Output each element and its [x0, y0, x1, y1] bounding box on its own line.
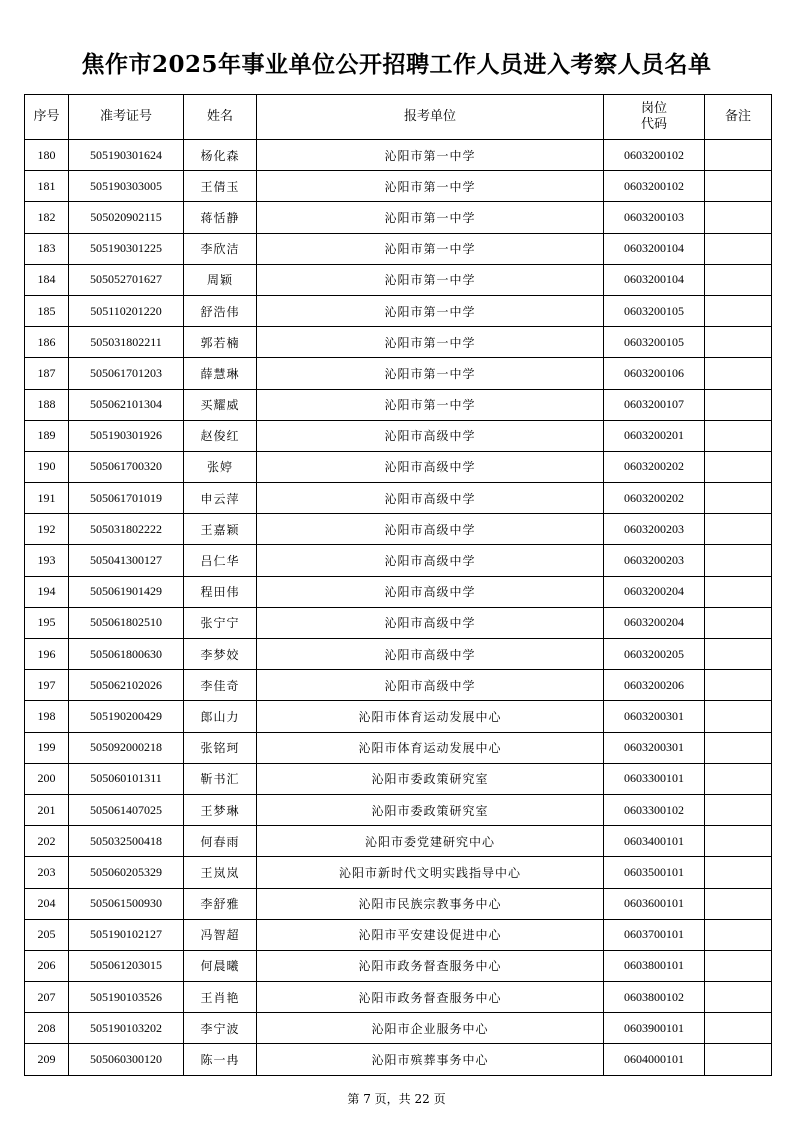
- cell-exam-id: 505062102026: [69, 670, 184, 701]
- cell-remark: [705, 514, 772, 545]
- cell-unit: 沁阳市高级中学: [257, 639, 604, 670]
- cell-seq: 205: [25, 919, 69, 950]
- cell-remark: [705, 919, 772, 950]
- cell-remark: [705, 327, 772, 358]
- cell-seq: 189: [25, 420, 69, 451]
- cell-name: 张宁宁: [184, 607, 257, 638]
- cell-name: 王肖艳: [184, 982, 257, 1013]
- cell-post-code: 0603200202: [604, 451, 705, 482]
- cell-exam-id: 505061701019: [69, 483, 184, 514]
- cell-name: 杨化森: [184, 140, 257, 171]
- cell-unit: 沁阳市第一中学: [257, 171, 604, 202]
- table-row: [25, 140, 772, 171]
- cell-post-code: 0603200201: [604, 420, 705, 451]
- cell-exam-id: 505061701203: [69, 358, 184, 389]
- cell-exam-id: 505190103202: [69, 1013, 184, 1044]
- cell-name: 王梦琳: [184, 794, 257, 825]
- table-row: [25, 514, 772, 545]
- table-row: [25, 202, 772, 233]
- cell-name: 周颖: [184, 264, 257, 295]
- cell-seq: 200: [25, 763, 69, 794]
- cell-remark: [705, 670, 772, 701]
- cell-unit: 沁阳市第一中学: [257, 140, 604, 171]
- table-row: [25, 888, 772, 919]
- table-row: [25, 919, 772, 950]
- cell-name: 何春雨: [184, 826, 257, 857]
- table-row: [25, 264, 772, 295]
- cell-unit: 沁阳市政务督查服务中心: [257, 982, 604, 1013]
- table-row: [25, 358, 772, 389]
- cell-remark: [705, 483, 772, 514]
- cell-seq: 208: [25, 1013, 69, 1044]
- cell-unit: 沁阳市体育运动发展中心: [257, 732, 604, 763]
- cell-seq: 193: [25, 545, 69, 576]
- cell-seq: 197: [25, 670, 69, 701]
- cell-unit: 沁阳市民族宗教事务中心: [257, 888, 604, 919]
- cell-unit: 沁阳市企业服务中心: [257, 1013, 604, 1044]
- cell-seq: 195: [25, 607, 69, 638]
- cell-exam-id: 505061901429: [69, 576, 184, 607]
- cell-post-code: 0603900101: [604, 1013, 705, 1044]
- cell-remark: [705, 545, 772, 576]
- cell-exam-id: 505020902115: [69, 202, 184, 233]
- table-row: [25, 794, 772, 825]
- cell-unit: 沁阳市高级中学: [257, 420, 604, 451]
- cell-seq: 206: [25, 950, 69, 981]
- cell-exam-id: 505190303005: [69, 171, 184, 202]
- cell-post-code: 0603200102: [604, 140, 705, 171]
- cell-exam-id: 505061500930: [69, 888, 184, 919]
- cell-unit: 沁阳市高级中学: [257, 576, 604, 607]
- header-post-code-line2: 代码: [640, 117, 667, 132]
- cell-unit: 沁阳市新时代文明实践指导中心: [257, 857, 604, 888]
- table-row: [25, 826, 772, 857]
- table-row: [25, 950, 772, 981]
- cell-post-code: 0603200203: [604, 514, 705, 545]
- cell-exam-id: 505031802222: [69, 514, 184, 545]
- cell-seq: 190: [25, 451, 69, 482]
- cell-unit: 沁阳市委党建研究中心: [257, 826, 604, 857]
- cell-exam-id: 505110201220: [69, 295, 184, 326]
- cell-seq: 194: [25, 576, 69, 607]
- cell-seq: 191: [25, 483, 69, 514]
- cell-exam-id: 505061800630: [69, 639, 184, 670]
- cell-seq: 182: [25, 202, 69, 233]
- cell-post-code: 0603200205: [604, 639, 705, 670]
- cell-unit: 沁阳市高级中学: [257, 607, 604, 638]
- cell-post-code: 0603200202: [604, 483, 705, 514]
- cell-name: 程田伟: [184, 576, 257, 607]
- cell-name: 李梦姣: [184, 639, 257, 670]
- cell-unit: 沁阳市委政策研究室: [257, 794, 604, 825]
- document-title: 焦作市2025年事业单位公开招聘工作人员进入考察人员名单: [81, 51, 712, 78]
- table-header-row: [25, 95, 772, 140]
- cell-exam-id: 505061407025: [69, 794, 184, 825]
- cell-seq: 209: [25, 1044, 69, 1075]
- cell-post-code: 0603200103: [604, 202, 705, 233]
- cell-post-code: 0603800102: [604, 982, 705, 1013]
- cell-unit: 沁阳市第一中学: [257, 233, 604, 264]
- cell-name: 陈一冉: [184, 1044, 257, 1075]
- table-row: [25, 670, 772, 701]
- cell-exam-id: 505032500418: [69, 826, 184, 857]
- cell-name: 李欣洁: [184, 233, 257, 264]
- cell-seq: 181: [25, 171, 69, 202]
- cell-exam-id: 505062101304: [69, 389, 184, 420]
- cell-name: 买耀威: [184, 389, 257, 420]
- page-footer: 第 7 页，共 22 页: [347, 1092, 446, 1106]
- cell-name: 郭若楠: [184, 327, 257, 358]
- cell-remark: [705, 358, 772, 389]
- cell-unit: 沁阳市高级中学: [257, 545, 604, 576]
- cell-remark: [705, 576, 772, 607]
- table-row: [25, 576, 772, 607]
- cell-remark: [705, 826, 772, 857]
- cell-seq: 183: [25, 233, 69, 264]
- table-row: [25, 389, 772, 420]
- cell-remark: [705, 264, 772, 295]
- cell-exam-id: 505061203015: [69, 950, 184, 981]
- cell-remark: [705, 732, 772, 763]
- cell-seq: 185: [25, 295, 69, 326]
- cell-exam-id: 505060205329: [69, 857, 184, 888]
- cell-exam-id: 505190200429: [69, 701, 184, 732]
- cell-post-code: 0603200204: [604, 607, 705, 638]
- cell-unit: 沁阳市殡葬事务中心: [257, 1044, 604, 1075]
- cell-seq: 202: [25, 826, 69, 857]
- cell-post-code: 0603800101: [604, 950, 705, 981]
- table-row: [25, 420, 772, 451]
- header-exam-id: 准考证号: [69, 95, 184, 140]
- cell-remark: [705, 763, 772, 794]
- table-body: [25, 140, 772, 1076]
- cell-remark: [705, 794, 772, 825]
- cell-exam-id: 505060300120: [69, 1044, 184, 1075]
- cell-remark: [705, 202, 772, 233]
- header-remark: 备注: [705, 95, 772, 140]
- cell-unit: 沁阳市平安建设促进中心: [257, 919, 604, 950]
- cell-unit: 沁阳市体育运动发展中心: [257, 701, 604, 732]
- table-row: [25, 451, 772, 482]
- cell-name: 薛慧琳: [184, 358, 257, 389]
- cell-exam-id: 505061802510: [69, 607, 184, 638]
- cell-exam-id: 505092000218: [69, 732, 184, 763]
- cell-post-code: 0603200105: [604, 295, 705, 326]
- cell-unit: 沁阳市第一中学: [257, 389, 604, 420]
- table-row: [25, 295, 772, 326]
- cell-remark: [705, 639, 772, 670]
- header-unit: 报考单位: [257, 95, 604, 140]
- cell-remark: [705, 607, 772, 638]
- cell-post-code: 0603200104: [604, 264, 705, 295]
- cell-post-code: 0603600101: [604, 888, 705, 919]
- cell-post-code: 0603300101: [604, 763, 705, 794]
- cell-name: 李舒雅: [184, 888, 257, 919]
- cell-seq: 198: [25, 701, 69, 732]
- cell-unit: 沁阳市第一中学: [257, 202, 604, 233]
- cell-remark: [705, 389, 772, 420]
- cell-exam-id: 505190301225: [69, 233, 184, 264]
- cell-name: 舒浩伟: [184, 295, 257, 326]
- header-seq: 序号: [25, 95, 69, 140]
- cell-seq: 184: [25, 264, 69, 295]
- cell-exam-id: 505190301624: [69, 140, 184, 171]
- cell-unit: 沁阳市第一中学: [257, 358, 604, 389]
- cell-post-code: 0604000101: [604, 1044, 705, 1075]
- cell-unit: 沁阳市第一中学: [257, 327, 604, 358]
- cell-post-code: 0603300102: [604, 794, 705, 825]
- cell-exam-id: 505190103526: [69, 982, 184, 1013]
- table-row: [25, 327, 772, 358]
- cell-seq: 201: [25, 794, 69, 825]
- table-row: [25, 607, 772, 638]
- cell-remark: [705, 701, 772, 732]
- cell-remark: [705, 982, 772, 1013]
- table-row: [25, 171, 772, 202]
- cell-post-code: 0603200203: [604, 545, 705, 576]
- table-row: [25, 483, 772, 514]
- cell-name: 吕仁华: [184, 545, 257, 576]
- cell-post-code: 0603200106: [604, 358, 705, 389]
- cell-remark: [705, 857, 772, 888]
- cell-remark: [705, 950, 772, 981]
- cell-remark: [705, 420, 772, 451]
- cell-name: 蒋恬静: [184, 202, 257, 233]
- cell-seq: 187: [25, 358, 69, 389]
- cell-name: 赵俊红: [184, 420, 257, 451]
- cell-exam-id: 505061700320: [69, 451, 184, 482]
- cell-remark: [705, 1044, 772, 1075]
- cell-unit: 沁阳市高级中学: [257, 483, 604, 514]
- cell-remark: [705, 140, 772, 171]
- cell-seq: 203: [25, 857, 69, 888]
- cell-name: 靳书汇: [184, 763, 257, 794]
- cell-unit: 沁阳市第一中学: [257, 295, 604, 326]
- cell-remark: [705, 295, 772, 326]
- cell-post-code: 0603500101: [604, 857, 705, 888]
- table-row: [25, 1013, 772, 1044]
- cell-exam-id: 505031802211: [69, 327, 184, 358]
- cell-unit: 沁阳市第一中学: [257, 264, 604, 295]
- cell-remark: [705, 1013, 772, 1044]
- cell-name: 张铭珂: [184, 732, 257, 763]
- table-row: [25, 982, 772, 1013]
- cell-post-code: 0603200102: [604, 171, 705, 202]
- cell-exam-id: 505060101311: [69, 763, 184, 794]
- cell-post-code: 0603200105: [604, 327, 705, 358]
- cell-remark: [705, 233, 772, 264]
- cell-post-code: 0603200301: [604, 732, 705, 763]
- header-name: 姓名: [184, 95, 257, 140]
- cell-name: 冯智超: [184, 919, 257, 950]
- cell-post-code: 0603200206: [604, 670, 705, 701]
- cell-unit: 沁阳市委政策研究室: [257, 763, 604, 794]
- cell-exam-id: 505041300127: [69, 545, 184, 576]
- cell-name: 王倩玉: [184, 171, 257, 202]
- cell-unit: 沁阳市高级中学: [257, 451, 604, 482]
- table-row: [25, 545, 772, 576]
- table-row: [25, 701, 772, 732]
- cell-seq: 192: [25, 514, 69, 545]
- cell-name: 郎山力: [184, 701, 257, 732]
- cell-unit: 沁阳市高级中学: [257, 514, 604, 545]
- cell-exam-id: 505190102127: [69, 919, 184, 950]
- cell-post-code: 0603200301: [604, 701, 705, 732]
- cell-exam-id: 505052701627: [69, 264, 184, 295]
- cell-seq: 199: [25, 732, 69, 763]
- header-post-code-line1: 岗位: [640, 101, 667, 116]
- table-row: [25, 1044, 772, 1075]
- table-row: [25, 732, 772, 763]
- table-row: [25, 763, 772, 794]
- cell-name: 李宁波: [184, 1013, 257, 1044]
- cell-post-code: 0603700101: [604, 919, 705, 950]
- cell-seq: 180: [25, 140, 69, 171]
- cell-name: 何晨曦: [184, 950, 257, 981]
- cell-remark: [705, 171, 772, 202]
- cell-seq: 204: [25, 888, 69, 919]
- cell-name: 王嘉颖: [184, 514, 257, 545]
- header-post-code: [604, 95, 705, 140]
- cell-post-code: 0603200204: [604, 576, 705, 607]
- cell-seq: 207: [25, 982, 69, 1013]
- cell-name: 王岚岚: [184, 857, 257, 888]
- cell-remark: [705, 451, 772, 482]
- candidate-table: [24, 94, 772, 1076]
- cell-name: 张婷: [184, 451, 257, 482]
- table-row: [25, 857, 772, 888]
- cell-name: 李佳奇: [184, 670, 257, 701]
- cell-post-code: 0603200104: [604, 233, 705, 264]
- cell-unit: 沁阳市高级中学: [257, 670, 604, 701]
- cell-post-code: 0603200107: [604, 389, 705, 420]
- table-row: [25, 639, 772, 670]
- cell-remark: [705, 888, 772, 919]
- cell-post-code: 0603400101: [604, 826, 705, 857]
- cell-unit: 沁阳市政务督查服务中心: [257, 950, 604, 981]
- cell-seq: 186: [25, 327, 69, 358]
- table-row: [25, 233, 772, 264]
- cell-seq: 188: [25, 389, 69, 420]
- cell-name: 申云萍: [184, 483, 257, 514]
- cell-exam-id: 505190301926: [69, 420, 184, 451]
- cell-seq: 196: [25, 639, 69, 670]
